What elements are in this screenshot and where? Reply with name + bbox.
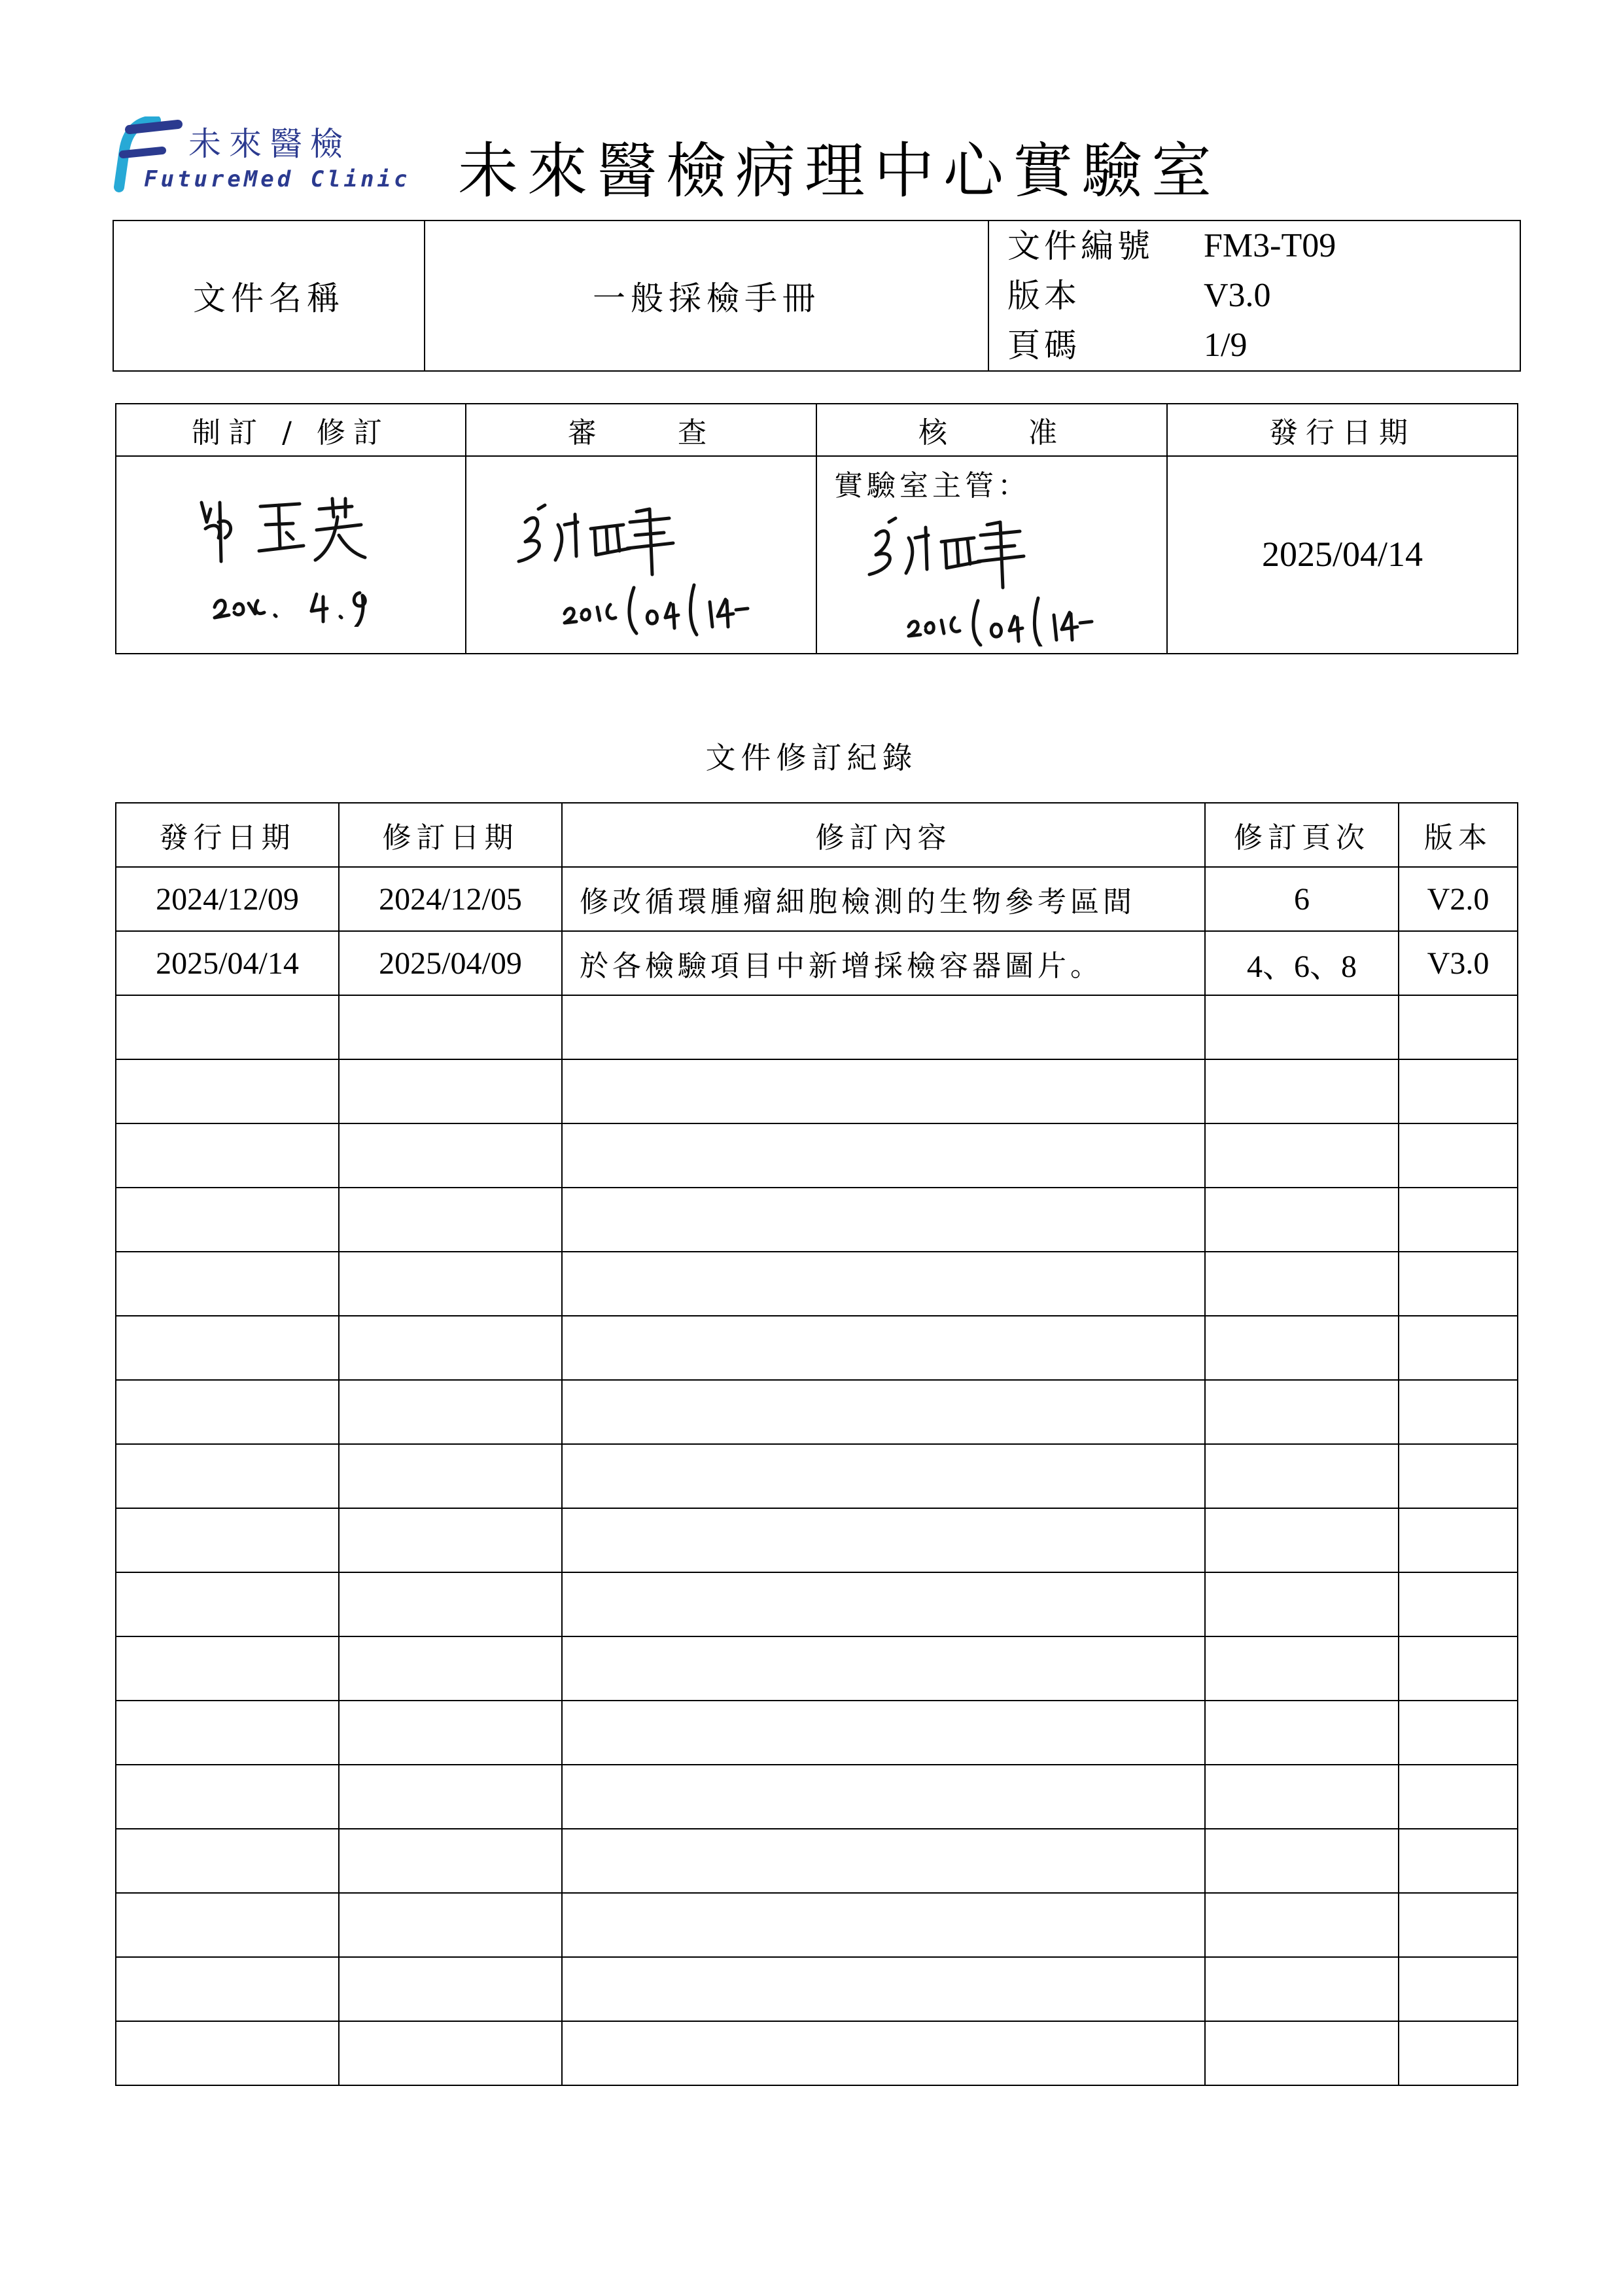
issue-date-cell: [1167, 456, 1518, 654]
table-row: [116, 1572, 1518, 1636]
approver-title-label: 實驗室主管：: [834, 469, 1030, 503]
header-approve: 核 准: [816, 404, 1167, 456]
table-row: [116, 1123, 1518, 1188]
cell-revision-date: [339, 1829, 562, 1893]
cell-revision-date: [339, 1701, 562, 1765]
revision-record-title: 文件修訂紀錄: [705, 740, 918, 775]
table-row: [116, 995, 1518, 1059]
cell-version: [1399, 995, 1518, 1059]
cell-version: [1399, 1701, 1518, 1765]
table-row: [116, 1252, 1518, 1316]
cell-revision-pages: [1205, 1636, 1399, 1701]
cell-revision-date: [339, 1508, 562, 1572]
cell-issue-date: [116, 1444, 339, 1508]
cell-issue-date: [116, 1765, 339, 1829]
cell-revision-pages: [1205, 1123, 1399, 1188]
cell-version: [1399, 2021, 1518, 2085]
cell-issue-date: [116, 1316, 339, 1380]
issue-date-value: 2025/04/14: [1261, 535, 1423, 574]
table-row: [116, 931, 1518, 995]
cell-issue-date: [116, 2021, 339, 2085]
col-header-revision-content: 修訂內容: [562, 803, 1205, 867]
cell-revision-date: [339, 1444, 562, 1508]
cell-version: [1399, 1123, 1518, 1188]
cell-version: [1399, 1636, 1518, 1701]
cell-revision-content: [562, 1123, 1205, 1188]
reviewer-signature: [499, 483, 787, 640]
cell-revision-pages: 4、6、8: [1205, 931, 1399, 995]
document-name-value: 一般採檢手冊: [425, 221, 988, 371]
logo-english-text: FutureMed Clinic: [144, 166, 411, 192]
cell-issue-date: [116, 1188, 339, 1252]
table-row: [116, 1701, 1518, 1765]
col-header-issue-date: 發行日期: [116, 803, 339, 867]
cell-revision-date: [339, 1316, 562, 1380]
document-version-label: 版本: [1007, 277, 1081, 315]
col-header-revision-date: 修訂日期: [339, 803, 562, 867]
cell-revision-pages: [1205, 2021, 1399, 2085]
cell-issue-date: [116, 1059, 339, 1123]
cell-version: [1399, 1316, 1518, 1380]
cell-version: [1399, 1508, 1518, 1572]
cell-revision-pages: [1205, 1380, 1399, 1444]
cell-revision-content: [562, 1829, 1205, 1893]
header-review: 審 查: [466, 404, 816, 456]
cell-revision-pages: [1205, 995, 1399, 1059]
cell-revision-content: [562, 1508, 1205, 1572]
cell-revision-pages: [1205, 1572, 1399, 1636]
cell-revision-date: [339, 1636, 562, 1701]
cell-revision-content: [562, 2021, 1205, 2085]
cell-revision-content: [562, 1957, 1205, 2021]
cell-revision-pages: [1205, 1444, 1399, 1508]
table-row: [116, 1957, 1518, 2021]
cell-revision-pages: [1205, 1508, 1399, 1572]
cell-version: [1399, 1829, 1518, 1893]
cell-revision-content: [562, 1444, 1205, 1508]
header-author: 制訂 / 修訂: [116, 404, 466, 456]
cell-revision-date: [339, 1957, 562, 2021]
document-info-table: [113, 220, 1521, 372]
cell-revision-content: [562, 1893, 1205, 1957]
document-page-label: 頁碼: [1007, 327, 1081, 364]
cell-version: V2.0: [1399, 867, 1518, 931]
cell-revision-pages: [1205, 1188, 1399, 1252]
revision-record-table: [115, 802, 1518, 2086]
cell-issue-date: [116, 1893, 339, 1957]
cell-revision-date: [339, 1059, 562, 1123]
cell-revision-pages: [1205, 1701, 1399, 1765]
cell-revision-content: [562, 1380, 1205, 1444]
company-logo: [110, 116, 414, 194]
document-number-value: FM3-T09: [1204, 227, 1336, 264]
approval-signature-table: [115, 403, 1518, 654]
cell-revision-content: [562, 1572, 1205, 1636]
cell-revision-content: [562, 1701, 1205, 1765]
cell-revision-date: [339, 1380, 562, 1444]
cell-version: [1399, 1188, 1518, 1252]
revision-header-row: [116, 803, 1518, 867]
table-row: [116, 1188, 1518, 1252]
header-issue-date: 發行日期: [1167, 404, 1518, 456]
organization-title: 未來醫檢病理中心實驗室: [458, 136, 1221, 206]
approver-signature: [850, 503, 1138, 646]
cell-revision-content: 修改循環腫瘤細胞檢測的生物參考區間: [562, 867, 1205, 931]
cell-issue-date: [116, 1123, 339, 1188]
cell-revision-content: [562, 1765, 1205, 1829]
cell-revision-date: [339, 995, 562, 1059]
cell-revision-date: [339, 2021, 562, 2085]
cell-revision-date: [339, 1123, 562, 1188]
col-header-version: 版本: [1399, 803, 1518, 867]
cell-revision-date: [339, 1188, 562, 1252]
cell-revision-date: [339, 1252, 562, 1316]
table-row: [116, 1829, 1518, 1893]
table-row: [116, 1444, 1518, 1508]
cell-revision-pages: [1205, 1893, 1399, 1957]
table-row: [116, 2021, 1518, 2085]
cell-revision-pages: [1205, 1252, 1399, 1316]
col-header-revision-pages: 修訂頁次: [1205, 803, 1399, 867]
cell-revision-content: [562, 1188, 1205, 1252]
cell-revision-pages: [1205, 1957, 1399, 2021]
cell-issue-date: [116, 995, 339, 1059]
document-meta-cell: [988, 221, 1520, 371]
cell-revision-date: [339, 1765, 562, 1829]
cell-version: [1399, 1252, 1518, 1316]
cell-revision-pages: [1205, 1765, 1399, 1829]
cell-revision-content: 於各檢驗項目中新增採檢容器圖片。: [562, 931, 1205, 995]
cell-revision-content: [562, 1636, 1205, 1701]
cell-version: [1399, 1444, 1518, 1508]
table-row: [116, 1059, 1518, 1123]
cell-revision-pages: [1205, 1829, 1399, 1893]
cell-issue-date: [116, 1957, 339, 2021]
reviewer-signature-cell: [466, 456, 816, 654]
cell-version: [1399, 1957, 1518, 2021]
cell-revision-pages: 6: [1205, 867, 1399, 931]
document-name-label: 文件名稱: [113, 221, 425, 371]
document-number-row: [1007, 221, 1520, 271]
cell-issue-date: [116, 1508, 339, 1572]
cell-issue-date: 2024/12/09: [116, 867, 339, 931]
cell-revision-content: [562, 1252, 1205, 1316]
document-version-value: V3.0: [1204, 277, 1271, 314]
table-row: [116, 867, 1518, 931]
cell-issue-date: [116, 1252, 339, 1316]
cell-version: [1399, 1059, 1518, 1123]
cell-issue-date: [116, 1380, 339, 1444]
cell-version: [1399, 1893, 1518, 1957]
cell-revision-content: [562, 995, 1205, 1059]
cell-version: [1399, 1572, 1518, 1636]
cell-issue-date: [116, 1829, 339, 1893]
cell-issue-date: [116, 1636, 339, 1701]
author-signature: [188, 483, 411, 627]
cell-version: [1399, 1380, 1518, 1444]
cell-revision-pages: [1205, 1316, 1399, 1380]
cell-issue-date: [116, 1572, 339, 1636]
cell-revision-content: [562, 1316, 1205, 1380]
document-version-row: [1007, 271, 1520, 321]
table-row: [116, 1893, 1518, 1957]
cell-revision-pages: [1205, 1059, 1399, 1123]
cell-revision-date: 2025/04/09: [339, 931, 562, 995]
table-row: [116, 1636, 1518, 1701]
cell-revision-date: [339, 1893, 562, 1957]
author-signature-cell: [116, 456, 466, 654]
document-number-label: 文件編號: [1007, 227, 1154, 265]
table-row: [116, 1765, 1518, 1829]
table-row: [116, 1380, 1518, 1444]
cell-revision-content: [562, 1059, 1205, 1123]
cell-revision-date: 2024/12/05: [339, 867, 562, 931]
cell-revision-date: [339, 1572, 562, 1636]
cell-version: [1399, 1765, 1518, 1829]
cell-version: V3.0: [1399, 931, 1518, 995]
cell-issue-date: 2025/04/14: [116, 931, 339, 995]
logo-chinese-text: 未來醫檢: [188, 125, 351, 163]
cell-issue-date: [116, 1701, 339, 1765]
table-row: [116, 1316, 1518, 1380]
approver-signature-cell: [816, 456, 1167, 654]
table-row: [116, 1508, 1518, 1572]
document-page-value: 1/9: [1204, 327, 1248, 364]
document-page-row: [1007, 321, 1520, 370]
